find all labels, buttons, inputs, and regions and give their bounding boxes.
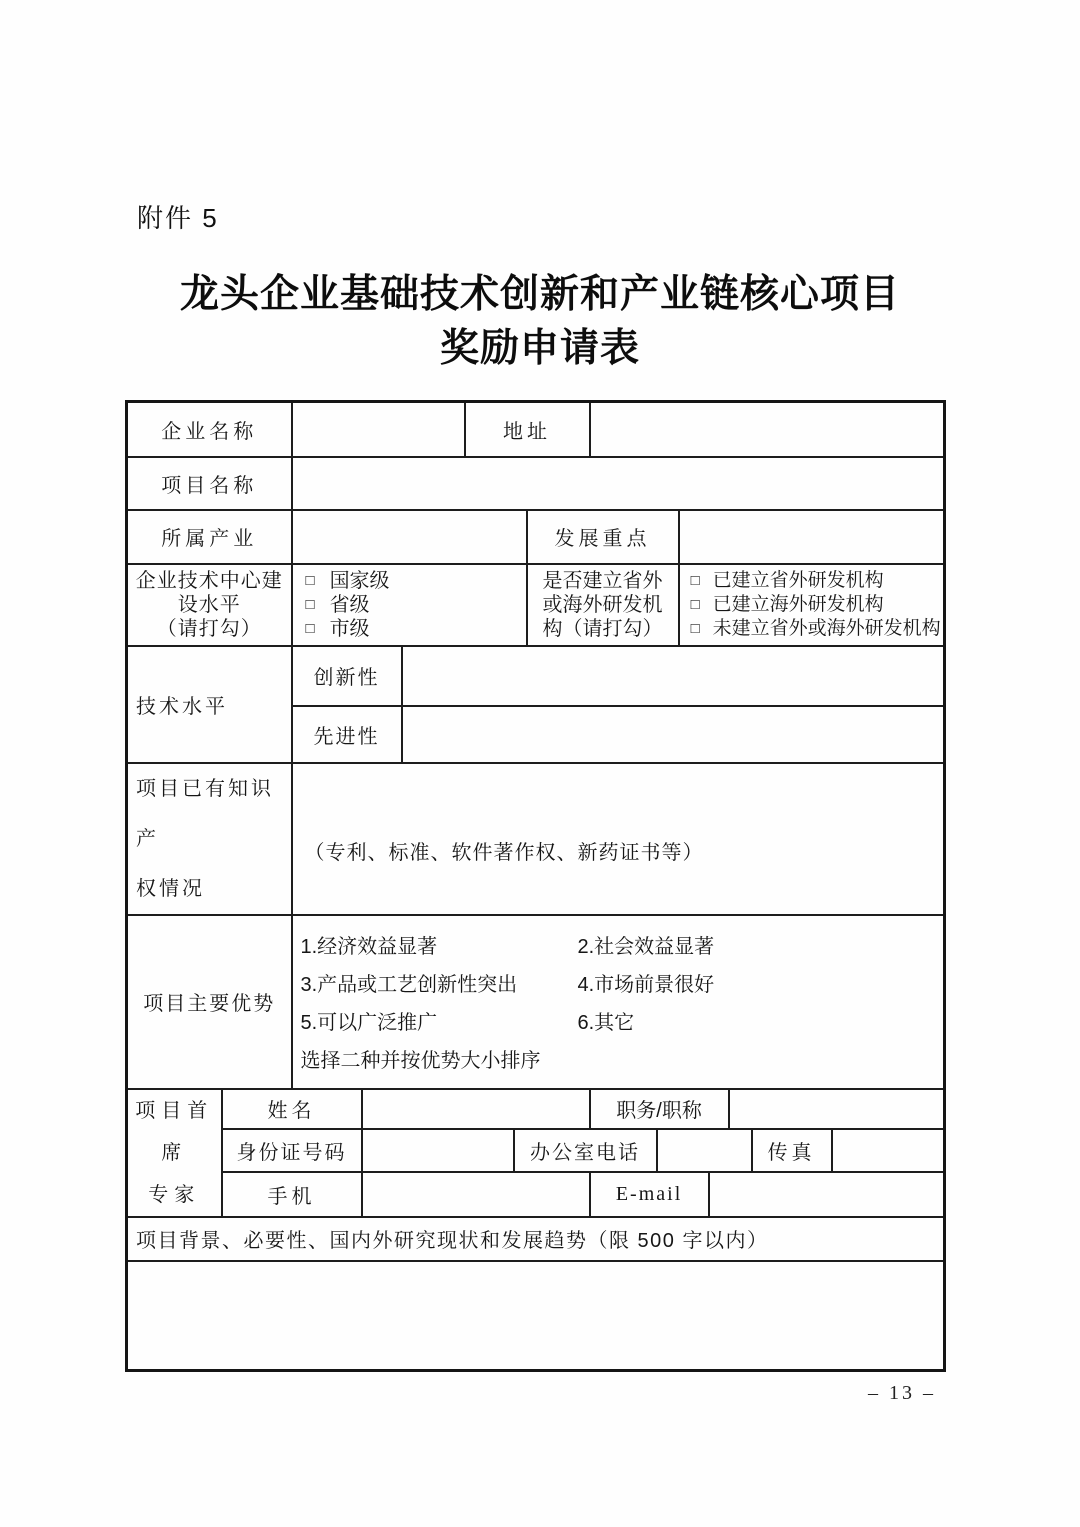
development-focus-label: 发展重点 bbox=[527, 510, 679, 564]
ip-status-label-line1: 项目已有知识产 bbox=[136, 777, 274, 850]
innovation-value-cell bbox=[402, 646, 945, 706]
ip-status-label bbox=[127, 763, 292, 915]
row-expert-mobile bbox=[127, 1172, 945, 1216]
page-title-line1: 龙头企业基础技术创新和产业链核心项目 bbox=[179, 273, 900, 316]
overseas-rd-options-cell bbox=[679, 564, 945, 646]
checkbox-icon: □ bbox=[690, 619, 700, 637]
industry-label: 所属产业 bbox=[127, 510, 292, 564]
row-background-content bbox=[127, 1261, 945, 1371]
address-label: 地址 bbox=[465, 402, 590, 457]
position-value-cell bbox=[729, 1089, 945, 1130]
development-focus-value-cell bbox=[679, 510, 945, 564]
page-title-line2: 奖励申请表 bbox=[439, 327, 640, 370]
overseas-rd-option-overseas bbox=[691, 593, 944, 617]
advantages-note bbox=[301, 1044, 944, 1073]
row-innovation bbox=[127, 646, 945, 706]
advancement-label: 先进性 bbox=[292, 706, 402, 763]
tech-center-label-line1: 企业技术中心建 bbox=[135, 569, 283, 592]
overseas-rd-label-line1: 是否建立省外 bbox=[542, 569, 663, 592]
advantages-note-text: 选择二种并按优势大小排序 bbox=[300, 1049, 541, 1072]
tech-center-option-national bbox=[306, 569, 526, 593]
background-label: 项目背景、必要性、国内外研究现状和发展趋势（限 500 字以内） bbox=[127, 1217, 945, 1261]
tech-center-option-provincial bbox=[306, 593, 526, 617]
tech-center-label-line2: 设水平 bbox=[177, 593, 241, 616]
advantage-item-6: 6.其它 bbox=[577, 1011, 635, 1034]
tech-center-label-line3: （请打勾） bbox=[156, 617, 262, 640]
ip-status-hint: （专利、标准、软件著作权、新药证书等） bbox=[292, 763, 945, 915]
background-content-cell bbox=[127, 1261, 945, 1371]
advantages-cell bbox=[292, 915, 945, 1089]
advantage-item-5: 5.可以广泛推广 bbox=[300, 1011, 438, 1034]
project-name-value-cell bbox=[292, 457, 945, 510]
fax-value-cell bbox=[832, 1129, 945, 1172]
email-label: E-mail bbox=[590, 1172, 709, 1216]
innovation-label: 创新性 bbox=[292, 646, 402, 706]
row-ip-status bbox=[127, 763, 945, 915]
advantages-line-2 bbox=[301, 968, 944, 997]
tech-center-label bbox=[127, 564, 292, 646]
tech-center-option-municipal-label: 市级 bbox=[329, 617, 370, 640]
application-form-table bbox=[125, 400, 946, 1372]
tech-center-option-municipal bbox=[306, 617, 526, 641]
overseas-rd-option-overseas-label: 已建立海外研发机构 bbox=[712, 593, 884, 615]
email-value-cell bbox=[709, 1172, 945, 1216]
overseas-rd-option-provincial bbox=[691, 569, 944, 593]
row-background-label bbox=[127, 1217, 945, 1261]
attachment-label: 附件 5 bbox=[137, 203, 219, 233]
checkbox-icon: □ bbox=[690, 571, 700, 589]
advantage-item-3: 3.产品或工艺创新性突出 bbox=[300, 974, 518, 997]
name-label: 姓名 bbox=[222, 1089, 362, 1130]
overseas-rd-option-none bbox=[691, 617, 944, 641]
fax-label: 传真 bbox=[752, 1129, 832, 1172]
chief-expert-label-line2: 专家 bbox=[148, 1183, 201, 1206]
advantage-item-2: 2.社会效益显著 bbox=[577, 936, 715, 959]
overseas-rd-label-line3: 构（请打勾） bbox=[542, 617, 663, 640]
advantage-item-1: 1.经济效益显著 bbox=[300, 936, 438, 959]
mobile-label: 手机 bbox=[222, 1172, 362, 1216]
advantages-line-1 bbox=[301, 930, 944, 959]
tech-center-options-cell bbox=[292, 564, 527, 646]
row-expert-id bbox=[127, 1129, 945, 1172]
industry-value-cell bbox=[292, 510, 527, 564]
row-company-name bbox=[127, 402, 945, 457]
company-name-value-cell bbox=[292, 402, 465, 457]
checkbox-icon: □ bbox=[305, 595, 315, 613]
overseas-rd-option-none-label: 未建立省外或海外研发机构 bbox=[712, 617, 941, 639]
overseas-rd-option-provincial-label: 已建立省外研发机构 bbox=[712, 569, 884, 591]
id-number-value-cell bbox=[362, 1129, 514, 1172]
checkbox-icon: □ bbox=[690, 595, 700, 613]
checkbox-icon: □ bbox=[305, 619, 315, 637]
checkbox-icon: □ bbox=[305, 571, 315, 589]
project-name-label: 项目名称 bbox=[127, 457, 292, 510]
address-value-cell bbox=[590, 402, 945, 457]
overseas-rd-label bbox=[527, 564, 679, 646]
chief-expert-label-line1: 项目首席 bbox=[135, 1099, 214, 1164]
id-number-label: 身份证号码 bbox=[222, 1129, 362, 1172]
ip-status-label-line2: 权情况 bbox=[136, 877, 205, 900]
page-title bbox=[0, 268, 1080, 376]
office-phone-value-cell bbox=[657, 1129, 752, 1172]
tech-level-label: 技术水平 bbox=[127, 646, 292, 763]
advantages-line-3 bbox=[301, 1006, 944, 1035]
tech-center-option-national-label: 国家级 bbox=[329, 569, 390, 592]
advancement-value-cell bbox=[402, 706, 945, 763]
advantages-label: 项目主要优势 bbox=[127, 915, 292, 1089]
tech-center-option-provincial-label: 省级 bbox=[329, 593, 370, 616]
row-advantages bbox=[127, 915, 945, 1089]
name-value-cell bbox=[362, 1089, 590, 1130]
mobile-value-cell bbox=[362, 1172, 590, 1216]
page-number: – 13 – bbox=[868, 1382, 936, 1404]
company-name-label: 企业名称 bbox=[127, 402, 292, 457]
row-expert-name bbox=[127, 1089, 945, 1130]
row-tech-center bbox=[127, 564, 945, 646]
chief-expert-label bbox=[127, 1089, 222, 1217]
row-industry bbox=[127, 510, 945, 564]
office-phone-label: 办公室电话 bbox=[514, 1129, 657, 1172]
overseas-rd-label-line2: 或海外研发机 bbox=[542, 593, 663, 616]
position-label: 职务/职称 bbox=[590, 1089, 729, 1130]
row-project-name bbox=[127, 457, 945, 510]
advantage-item-4: 4.市场前景很好 bbox=[577, 974, 715, 997]
